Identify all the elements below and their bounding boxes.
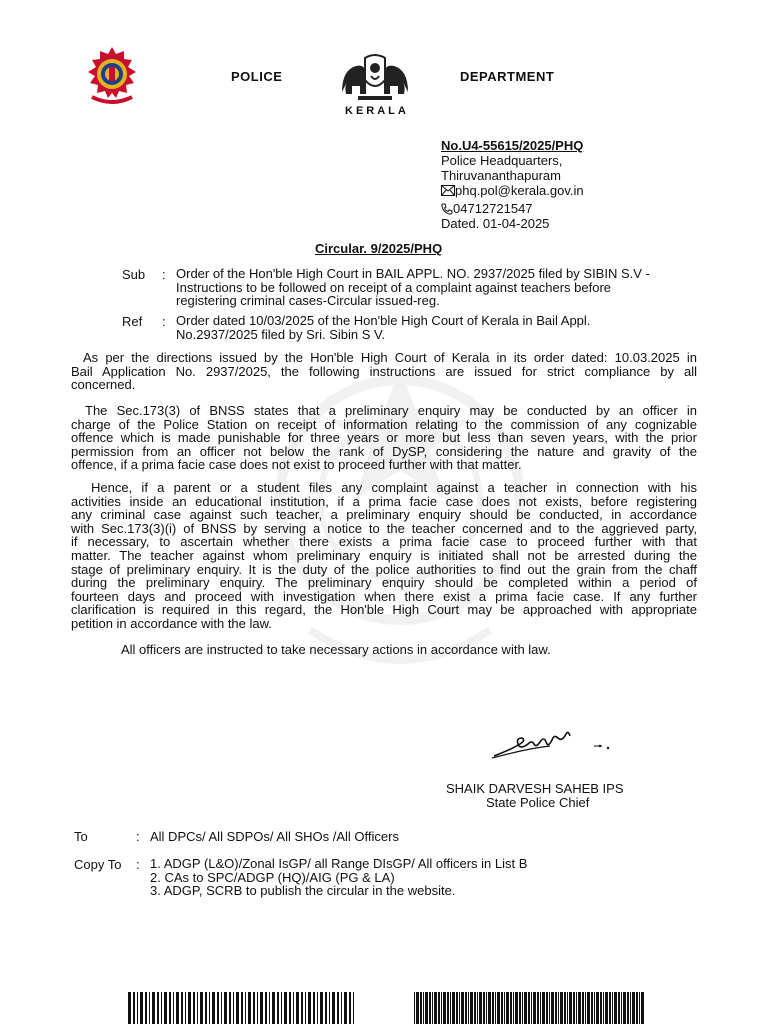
circular-title: Circular. 9/2025/PHQ (315, 241, 443, 256)
signature-icon (490, 722, 620, 762)
sub-text (176, 267, 706, 308)
kerala-police-logo-icon (82, 45, 142, 107)
sub-line: registering criminal cases-Circular issued-reg. (176, 293, 440, 309)
paragraph-line: charge of the Police Station on receipt of information relating to the commission of any cognizable (71, 416, 697, 432)
ref-colon: : (162, 314, 166, 329)
email-line (441, 183, 661, 198)
paragraph-line: offence, if a prima facie case does not exist to proceed further with that matter. (71, 457, 522, 473)
to-colon: : (136, 829, 140, 844)
kerala-state-emblem-icon (338, 52, 412, 104)
paragraph-line: stage of preliminary enquiry. It is the duty of the police authorities to find out the grain from the chaff (71, 561, 697, 577)
paragraph-line: concerned. (71, 377, 136, 393)
kerala-police-logo (82, 45, 142, 107)
barcode-icon (414, 992, 644, 1024)
envelope-icon (441, 185, 455, 196)
copy-to-colon: : (136, 857, 140, 872)
sub-line: Order of the Hon'ble High Court in BAIL APPL. NO. 2937/2025 filed by SIBIN S.V - (176, 266, 650, 281)
ref-text (176, 314, 706, 341)
to-label: To (74, 829, 88, 844)
paragraph-line: during the preliminary enquiry. The preliminary enquiry should be completed within a period of (71, 575, 697, 591)
ref-label: Ref (122, 314, 143, 329)
paragraph-line: petition in accordance with the law. (71, 615, 272, 631)
paragraph-line: with Sec.173(3)(i) of BNSS by serving a notice to the teacher concerned and to the aggrieved party, (71, 520, 697, 536)
header-left-title: POLICE (231, 69, 283, 84)
sub-line: Instructions to be followed on receipt of a complaint against teachers before (176, 279, 612, 295)
paragraph-line: matter. The teacher against whom preliminary enquiry is initiated shall not be arrested during the (71, 547, 697, 563)
barcode-icon (128, 992, 356, 1024)
paragraph-line: any criminal case against such teacher, a preliminary enquiry should be conducted, in accordance (71, 507, 697, 523)
ref-line: No.2937/2025 filed by Sri. Sibin S V. (176, 326, 386, 342)
copy-to-list (150, 857, 527, 898)
header-right-title: DEPARTMENT (460, 69, 555, 84)
dated: Dated. 01-04-2025 (441, 216, 550, 231)
emblem-caption: KERALA (345, 105, 409, 117)
sub-label: Sub (122, 267, 146, 282)
barcode-left (128, 992, 356, 1024)
paragraph-line: The Sec.173(3) of BNSS states that a preliminary enquiry may be conducted by an officer in (85, 403, 697, 418)
paragraph-line: activities inside an educational institution, if a prima facie case does not exists, before registering (71, 493, 697, 509)
ref-line: Order dated 10/03/2025 of the Hon'ble High Court of Kerala in Bail Appl. (176, 313, 591, 328)
paragraph-line: Hence, if a parent or a student files any complaint against a teacher in connection with his (91, 480, 697, 495)
paragraph-3 (71, 481, 697, 631)
paragraph-line: if necessary, to ascertain whether there exists a prima facie case to proceed further with that (71, 534, 697, 550)
sub-colon: : (162, 267, 166, 282)
phone-icon (441, 203, 453, 215)
paragraph-line: As per the directions issued by the Hon'ble High Court of Kerala in its order dated: 10.03.2025 in (83, 350, 697, 365)
copy-to-item: 3. ADGP, SCRB to publish the circular in the website. (150, 883, 456, 899)
paragraph-line: fourteen days and proceed with investigation when there exist a prima facie case. If any further (71, 588, 697, 604)
office-name: Police Headquarters, (441, 153, 563, 168)
email-address: phq.pol@kerala.gov.in (455, 183, 584, 198)
kerala-state-emblem (338, 52, 412, 104)
paragraph-line: Bail Application No. 2937/2025, the following instructions are issued for strict compliance by all (71, 363, 697, 379)
paragraph-4: All officers are instructed to take necessary actions in accordance with law. (121, 642, 551, 657)
copy-to-item: 2. CAs to SPC/ADGP (HQ)/AIG (PG & LA) (150, 869, 395, 885)
paragraph-line: offence which is made punishable for three years or more but less than seven years, with the prior (71, 430, 697, 446)
paragraph-line: clarification is required in this regard, the Hon'ble High Court may be approached with appropriate (71, 602, 697, 618)
signature (490, 722, 620, 762)
circular-number: No.U4-55615/2025/PHQ (441, 138, 584, 153)
paragraph-1 (71, 351, 697, 392)
paragraph-2 (71, 404, 697, 472)
signatory-name: SHAIK DARVESH SAHEB IPS (446, 781, 624, 796)
to-value: All DPCs/ All SDPOs/ All SHOs /All Officers (150, 829, 399, 844)
copy-to-item: 1. ADGP (L&O)/Zonal IsGP/ all Range DIsGP/ All officers in List B (150, 856, 528, 871)
copy-to-label: Copy To (74, 857, 122, 872)
meta-block (441, 138, 661, 231)
paragraph-line: permission from an officer not below the rank of DySP, considering the nature and gravity of the (71, 443, 697, 459)
barcode-right (414, 992, 644, 1024)
office-city: Thiruvananthapuram (441, 168, 561, 183)
phone-number: 04712721547 (453, 201, 533, 216)
phone-line (441, 201, 661, 216)
signatory-designation: State Police Chief (486, 795, 590, 810)
